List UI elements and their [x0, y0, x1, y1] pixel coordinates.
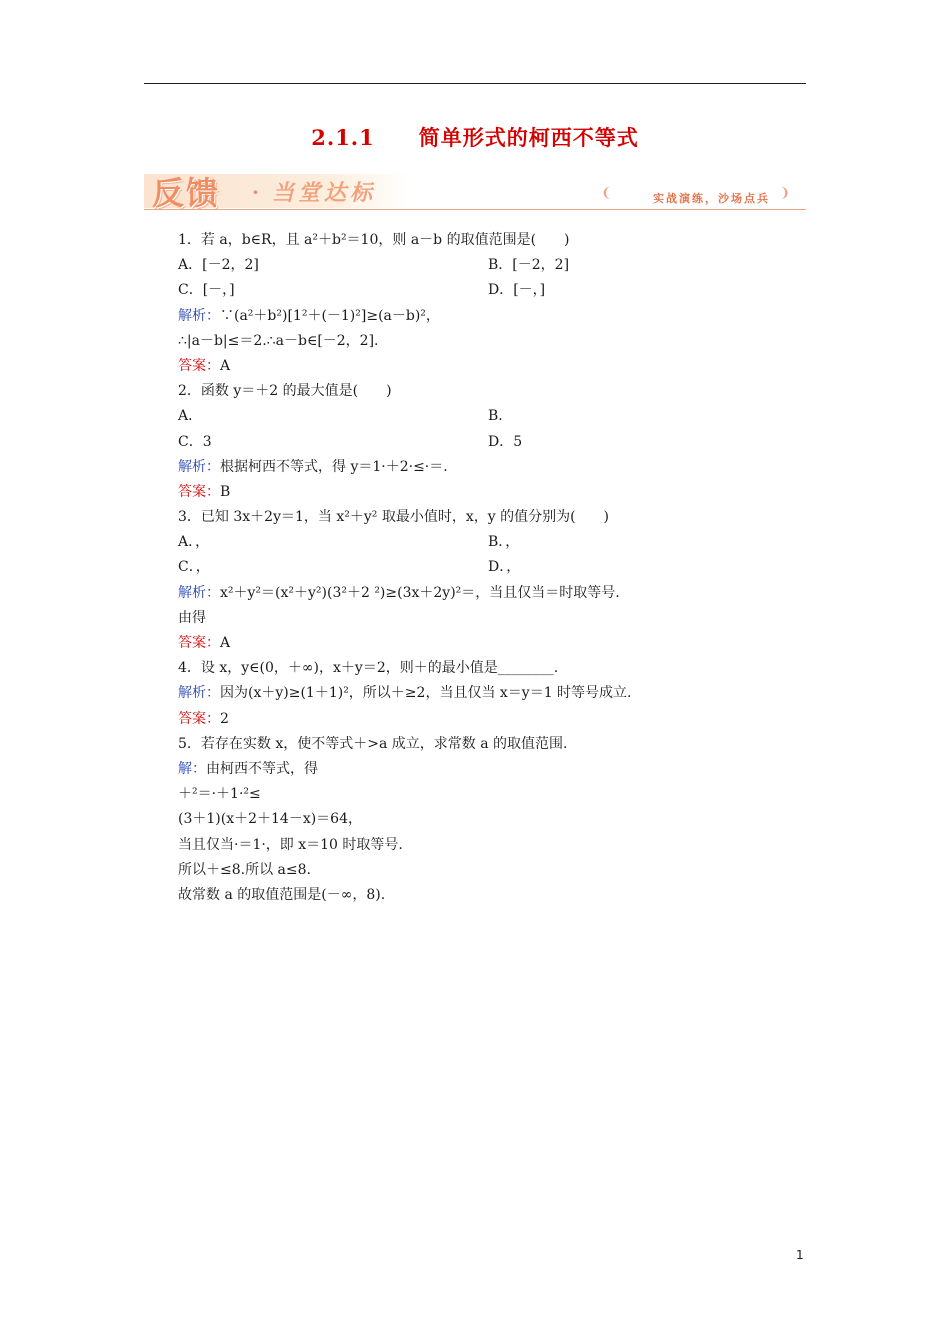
analysis-text: (3＋1)(x＋2＋14－x)＝64， [178, 811, 362, 828]
analysis-label: 解析： [178, 685, 220, 702]
option-c: C．3 [178, 433, 212, 450]
header-rule [144, 83, 806, 84]
analysis-line [178, 581, 738, 606]
analysis-text: 由柯西不等式，得 [206, 760, 318, 777]
banner-title: 反馈 [152, 174, 221, 212]
options-row [178, 430, 738, 455]
options-row [178, 555, 738, 580]
analysis-text: 根据柯西不等式，得 y＝1·＋2·≤·＝. [220, 458, 448, 475]
answer-line [178, 354, 738, 379]
analysis-text: 由得 [178, 609, 206, 626]
page-number: 1 [796, 1248, 804, 1262]
options-row [178, 530, 738, 555]
banner-slogan: 实战演练，沙场点兵 [653, 192, 770, 205]
option-a: A．， [178, 534, 210, 551]
option-b: B．[－2，2] [488, 257, 570, 274]
analysis-text: ∵(a²＋b²)[1²＋(－1)²]≥(a－b)²， [220, 307, 440, 324]
analysis-label: 解： [178, 760, 206, 777]
options-row [178, 253, 738, 278]
option-d: D．5 [488, 433, 523, 450]
question-stem: 4．设 x，y∈(0，＋∞)，x＋y＝2，则＋的最小值是________. [178, 660, 559, 677]
exercise-content [178, 228, 738, 908]
option-c: C．， [178, 559, 210, 576]
analysis-label: 解析： [178, 584, 220, 601]
answer-label: 答案： [178, 357, 220, 374]
question-stem: 3．已知 3x＋2y＝1，当 x²＋y² 取最小值时，x，y 的值分别为( ) [178, 509, 609, 526]
question-stem: 5．若存在实数 x，使不等式＋>a 成立，求常数 a 的取值范围. [178, 735, 568, 752]
option-d: D．[－，] [488, 282, 546, 299]
analysis-text: ＋²＝·＋1·²≤ [178, 786, 261, 803]
wing-right-icon: ❩ [779, 186, 790, 201]
answer-line [178, 631, 738, 656]
answer-label: 答案： [178, 483, 220, 500]
banner-subtitle: 当堂达标 [272, 180, 377, 206]
banner-underline [144, 209, 806, 210]
analysis-text: 所以＋≤8.所以 a≤8. [178, 861, 311, 878]
analysis-text: 因为(x＋y)≥(1＋1)²，所以＋≥2，当且仅当 x＝y＝1 时等号成立. [220, 685, 632, 702]
option-b: B．， [488, 534, 520, 551]
analysis-line [178, 681, 738, 706]
answer-value: A [220, 635, 231, 651]
analysis-label: 解析： [178, 458, 220, 475]
analysis-line [178, 304, 738, 329]
answer-label: 答案： [178, 635, 220, 651]
analysis-text: 当且仅当·＝1·，即 x＝10 时取等号. [178, 836, 403, 853]
question-stem: 2．函数 y＝＋2 的最大值是( ) [178, 383, 392, 400]
analysis-line [178, 455, 738, 480]
option-a: A．[－2，2] [178, 257, 259, 274]
option-a: A． [178, 408, 203, 425]
answer-line [178, 480, 738, 505]
answer-label: 答案： [178, 710, 220, 727]
option-d: D．， [488, 559, 521, 576]
analysis-text: ∴|a－b|≤＝2.∴a－b∈[－2，2]. [178, 332, 379, 349]
page-title: 2.1.1 简单形式的柯西不等式 [311, 125, 639, 150]
analysis-line [178, 757, 738, 782]
analysis-label: 解析： [178, 307, 220, 324]
options-row [178, 278, 738, 303]
answer-value: B [220, 483, 231, 500]
options-row [178, 404, 738, 429]
answer-line [178, 707, 738, 732]
wing-left-icon: ❨ [601, 186, 612, 201]
option-b: B． [488, 408, 513, 425]
analysis-text: x²＋y²＝(x²＋y²)(3²＋2 ²)≥(3x＋2y)²＝，当且仅当＝时取等号. [220, 584, 620, 601]
answer-value: A [220, 357, 231, 374]
banner-dot: · [252, 180, 259, 204]
section-banner [144, 166, 806, 214]
analysis-text: 故常数 a 的取值范围是(－∞，8). [178, 886, 386, 903]
answer-value: 2 [220, 710, 229, 727]
option-c: C．[－，] [178, 282, 235, 299]
question-stem: 1．若 a，b∈R，且 a²＋b²＝10，则 a－b 的取值范围是( ) [178, 232, 570, 248]
